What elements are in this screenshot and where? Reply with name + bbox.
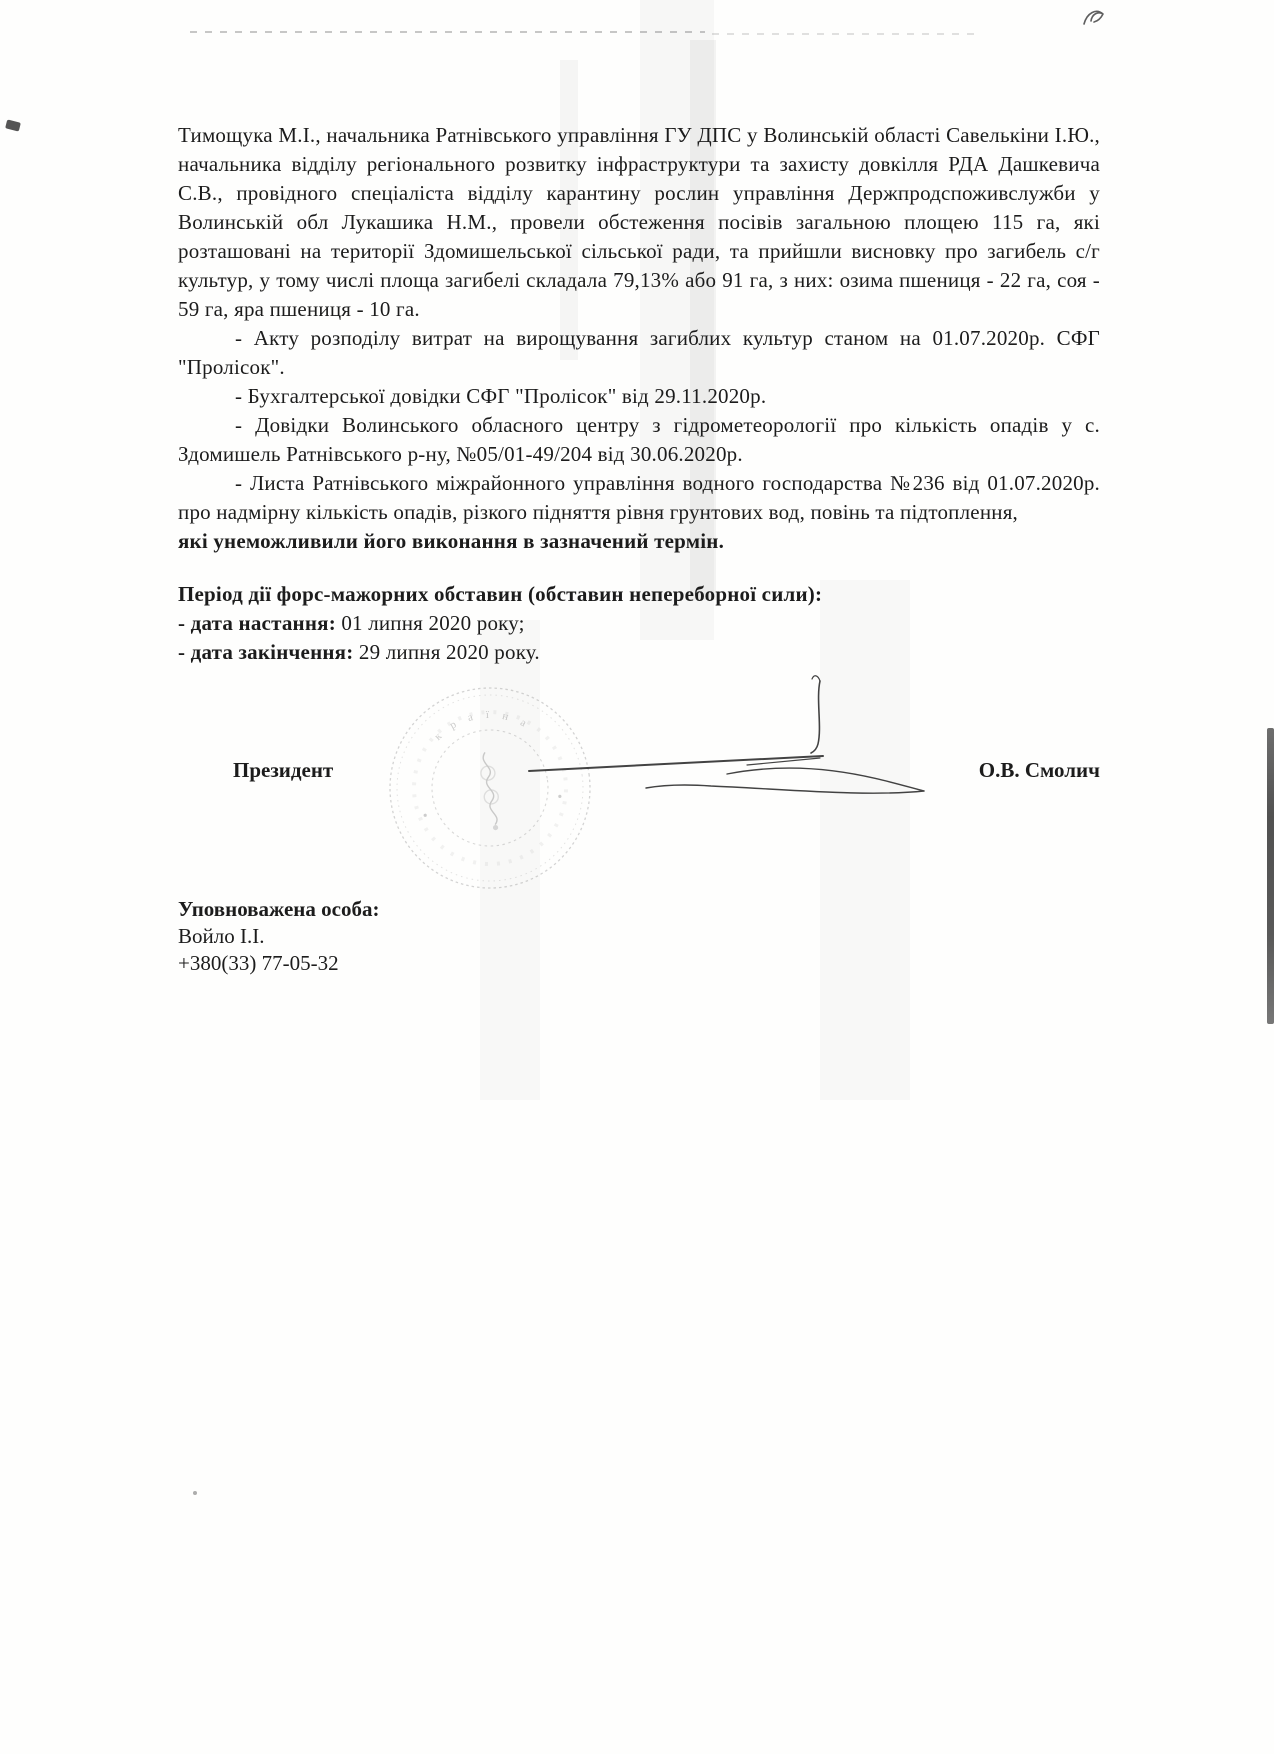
stamp-arc-text: к р а ї н а — [432, 709, 533, 743]
force-majeure-period — [178, 580, 1100, 667]
signature-stroke — [515, 665, 935, 805]
scan-artifact-edge-shadow — [1267, 728, 1274, 1024]
authorized-label: Уповноважена особа: — [178, 897, 380, 921]
period-end-line — [178, 638, 1100, 667]
conclusion-line: які унеможливили його виконання в зазначений термін. — [178, 529, 725, 553]
period-end-label: - дата закінчення: — [178, 640, 354, 664]
signer-title: Президент — [233, 758, 334, 782]
document-body — [178, 121, 1100, 667]
attachment-item: - Листа Ратнівського міжрайонного управління водного господарства №236 від 01.07.2020р. про надмірну кількість опадів, різкого підняття рівня грунтових вод, повінь та підтоплення, — [178, 471, 1100, 524]
authorized-person-block — [178, 896, 578, 977]
attachment-item: - Довідки Волинського обласного центру з гідрометеорології про кількість опадів у с. Здомишель Ратнівського р-ну, №05/01-49/204 від 30.06.2020р. — [178, 413, 1100, 466]
attachment-item: - Бухгалтерської довідки СФГ "Пролісок" від 29.11.2020р. — [235, 384, 767, 408]
authorized-phone: +380(33) 77-05-32 — [178, 951, 339, 975]
signature-row — [178, 758, 1100, 783]
body-paragraph: Тимощука М.І., начальника Ратнівського управління ГУ ДПС у Волинській області Савелькіни І.Ю., начальника відділу регіонального розвитку інфраструктури та захисту довкілля РДА Дашкевича С.В., провідного спеціаліста відділу карантину рослин управління Держпродспоживслужби у Волинській обл Лукашика Н.М., провели обстеження посівів загальною площею 115 га, які розташовані на території Здомишельської сільської ради, та прийшли висновку про загибель с/г культур, у тому числі площа загибелі складала 79,13% або 91 га, з них: озима пшениця - 22 га, соя - 59 га, яра пшениця - 10 га. — [178, 123, 1100, 321]
period-end-value: 29 липня 2020 року. — [353, 640, 540, 664]
scan-artifact-dashed-line — [190, 31, 705, 33]
attachment-item: - Акту розподілу витрат на вирощування загиблих культур станом на 01.07.2020р. СФГ "Пролісок". — [178, 326, 1100, 379]
signer-name: О.В. Смолич — [978, 758, 1100, 782]
period-start-label: - дата настання: — [178, 611, 336, 635]
period-start-line — [178, 609, 1100, 638]
period-start-value: 01 липня 2020 року; — [335, 611, 525, 635]
page-curl-mark-icon — [1082, 6, 1108, 30]
period-heading: Період дії форс-мажорних обставин (обставин непереборної сили): — [178, 582, 823, 606]
scan-artifact-dashed-line — [712, 33, 982, 35]
scan-artifact-dot — [193, 1491, 197, 1495]
authorized-name: Войло І.І. — [178, 924, 265, 948]
scan-artifact-mark — [5, 119, 21, 131]
